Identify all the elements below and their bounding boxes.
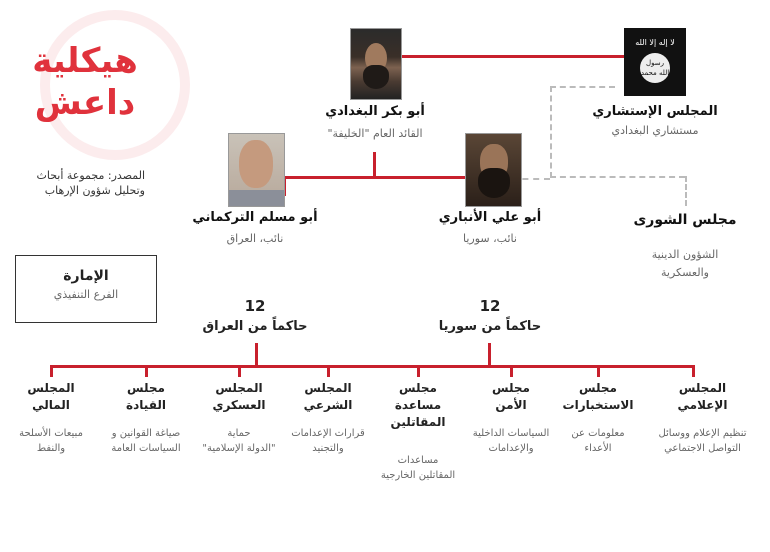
leader-advisory-line (390, 55, 625, 58)
title-line-2: داعش (34, 83, 136, 123)
council-name-line-1: المجلس (27, 381, 75, 395)
source-note: المصدر: مجموعة أبحاث وتحليل شؤون الإرهاب (36, 169, 145, 197)
title-line-1: هيكلية (32, 41, 138, 81)
dashed-line-h-1 (550, 86, 615, 88)
iraq-governor-count: 12 (244, 297, 266, 315)
council-desc-line-1: صياغة القوانين و (111, 428, 181, 439)
flag-text-line-1: لا إله إلا الله (635, 38, 675, 47)
shura-council-name: مجلس الشورى (633, 212, 737, 228)
council-name-line-2: الاستخبارات (562, 398, 634, 412)
council-military (193, 380, 285, 456)
deputy-iraq-role: نائب، العراق (226, 232, 284, 245)
shura-council-role-2: والعسكرية (661, 266, 709, 279)
council-fighters-assistance (372, 380, 464, 483)
leader-beard-shape (363, 65, 389, 89)
leader-photo (350, 28, 402, 100)
council-desc-line-2: والإعدامات (488, 443, 534, 454)
council-tick-6 (510, 365, 513, 377)
council-name-line-2: المالي (32, 398, 70, 412)
advisory-council-name: المجلس الإستشاري (592, 104, 718, 119)
deputy-iraq-face-shape (239, 140, 273, 188)
deputy-syria-name: أبو علي الأنباري (438, 210, 542, 225)
dashed-line-vertical-2 (685, 176, 687, 206)
council-finance (5, 380, 97, 456)
council-tick-8 (692, 365, 695, 377)
council-desc-line-1: السياسات الداخلية (472, 428, 550, 439)
flag-seal-text: رسول الله محمد (640, 59, 670, 77)
council-name-line-1: المجلس (304, 381, 352, 395)
council-tick-4 (327, 365, 330, 377)
deputy-syria-role: نائب، سوريا (463, 232, 517, 245)
deputy-syria-beard-shape (478, 168, 510, 198)
council-name-line-1: المجلس (215, 381, 263, 395)
council-name-line-2: القيادة (126, 398, 166, 412)
council-name-line-2: مساعدة المقاتلين (390, 398, 446, 429)
council-tick-5 (417, 365, 420, 377)
council-desc-line-1: مساعدات (397, 455, 439, 466)
advisory-council-role: مستشاري البغدادي (611, 124, 699, 137)
council-name-line-1: مجلس (127, 381, 165, 395)
council-desc-line-2: والتجنيد (312, 443, 344, 454)
council-security (465, 380, 557, 456)
council-name-line-2: العسكري (212, 398, 266, 412)
council-media (640, 380, 765, 456)
council-name-line-1: مجلس (579, 381, 617, 395)
council-desc-line-1: حماية (227, 428, 251, 439)
syria-governors-label: حاكماً من سوريا (438, 319, 542, 334)
council-leadership (100, 380, 192, 456)
council-desc-line-1: مبيعات الأسلحة (19, 428, 83, 439)
council-name-line-1: مجلس (399, 381, 437, 395)
council-tick-3 (238, 365, 241, 377)
emirate-title: الإمارة (63, 268, 109, 284)
emirate-subtitle: الفرع التنفيذي (53, 288, 119, 301)
emirate-box (15, 255, 157, 323)
flag-seal (640, 53, 670, 83)
council-desc-line-2: السياسات العامة (111, 443, 181, 454)
council-desc-line-2: المقاتلين الخارجية (380, 470, 456, 481)
council-intelligence (552, 380, 644, 456)
council-desc-line-1: تنظيم الإعلام ووسائل (658, 428, 747, 439)
council-desc-line-2: التواصل الاجتماعي (664, 443, 741, 454)
dashed-line-h-2 (550, 176, 685, 178)
council-name-line-2: الإعلامي (677, 398, 728, 412)
iraq-stem-line (255, 343, 258, 367)
syria-governor-count: 12 (479, 297, 501, 315)
council-desc-line-1: معلومات عن (571, 428, 625, 439)
council-name-line-1: مجلس (492, 381, 530, 395)
deputy-iraq-shirt-shape (229, 190, 284, 206)
council-desc-line-2: الأعداء (584, 443, 612, 454)
council-name-line-2: الشرعي (303, 398, 353, 412)
deputy-syria-photo (465, 133, 522, 207)
iraq-governors-label: حاكماً من العراق (202, 319, 308, 334)
shura-council-role-1: الشؤون الدينية (651, 248, 719, 261)
deputy-iraq-photo (228, 133, 285, 207)
leader-name: أبو بكر البغدادي (325, 104, 425, 119)
dashed-line-vertical-1 (550, 86, 552, 178)
council-tick-2 (145, 365, 148, 377)
page-title (20, 40, 150, 124)
council-name-line-2: الأمن (495, 398, 527, 412)
council-desc-line-2: والنفط (36, 443, 66, 454)
isis-flag (624, 28, 686, 96)
council-tick-7 (597, 365, 600, 377)
council-desc-line-1: قرارات الإعدامات (291, 428, 365, 439)
council-sharia (282, 380, 374, 456)
leader-role: القائد العام "الخليفة" (327, 127, 423, 140)
deputy-iraq-name: أبو مسلم التركماني (192, 210, 318, 225)
leader-stem-line (373, 152, 376, 178)
deputies-line (283, 176, 483, 179)
syria-stem-line (488, 343, 491, 367)
council-name-line-1: المجلس (678, 381, 727, 395)
council-desc-line-2: "الدولة الإسلامية" (202, 443, 276, 454)
council-tick-1 (50, 365, 53, 377)
